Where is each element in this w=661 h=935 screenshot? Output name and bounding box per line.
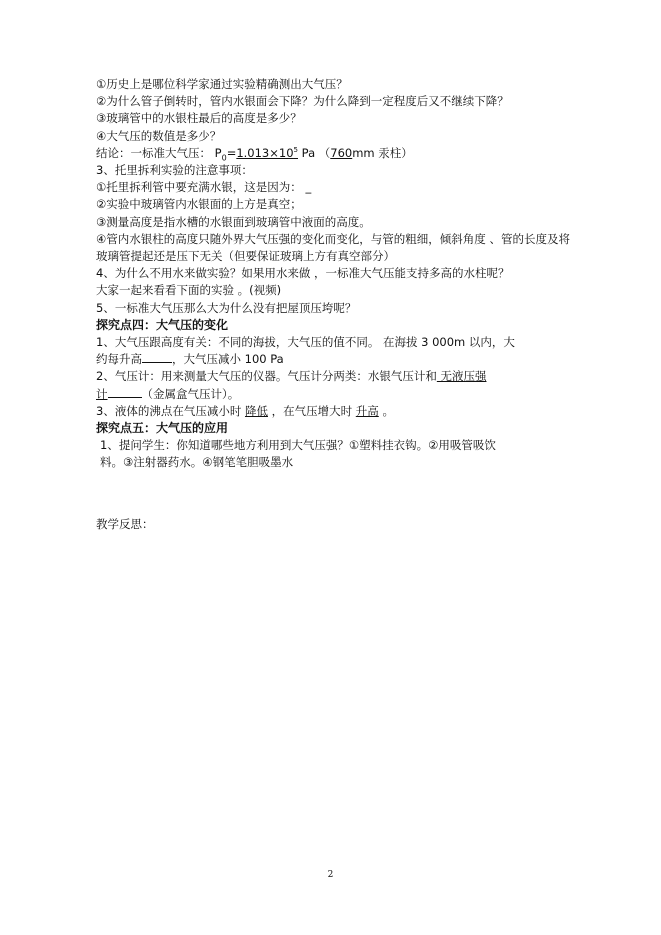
fill-blank (108, 386, 142, 398)
section-3-title: 3、托里拆利实验的注意事项： (96, 163, 253, 178)
para-1-line-a: 1、大气压跟高度有关：不同的海拔，大气压的值不同。 在海拔 3 000m 以内，大 (96, 335, 515, 350)
application-line-b: 料。③注射器药水。④钢笔笔胆吸墨水 (100, 455, 294, 470)
para-2-line-b: 计 （金属盒气压计）。 (96, 386, 240, 401)
note-4: ④管内水银柱的高度只随外界大气压强的变化而变化，与管的粗细，倾斜角度 、管的长度及将玻璃管提起还是压下无关（但要保证玻璃上方有真空部分） (96, 231, 570, 264)
conclusion-line: 结论：一标准大气压： $P_0=1.013\times 10^5$ Pa （760mm 汞柱） (96, 145, 413, 163)
para-3: 3、液体的沸点在气压减小时 降低 ，在气压增大时 升高 。 (96, 403, 394, 418)
mm-value: 760 (330, 145, 353, 160)
note-2: ②实验中玻璃管内水银面的上方是真空； (96, 197, 302, 212)
question-3: ③玻璃管中的水银柱最后的高度是多少？ (96, 111, 302, 126)
fill-blank (142, 351, 172, 363)
document-body (96, 76, 576, 533)
note-1: ①托里拆利管中要充满水银，这是因为： _ (96, 180, 312, 195)
pressure-value: $1.013\times 10^5$ (236, 145, 298, 160)
section-4-question: 4、为什么不用水来做实验？如果用水来做 ，一标准大气压能支持多高的水柱呢？ (96, 266, 510, 281)
section-5-question: 5、一标准大气压那么大为什么没有把屋顶压垮呢？ (96, 300, 357, 315)
question-4: ④大气压的数值是多少？ (96, 128, 222, 143)
teaching-reflection-label: 教学反思： (96, 516, 154, 531)
section-4-video: 大家一起来看看下面的实验 。(视频) (96, 283, 282, 298)
heading-explore-5: 探究点五：大气压的应用 (96, 421, 229, 436)
question-1: ①历史上是哪位科学家通过实验精确测出大气压？ (96, 77, 348, 91)
heading-explore-4: 探究点四：大气压的变化 (96, 317, 229, 332)
page-number: 2 (327, 870, 334, 880)
note-3: ③测量高度是指水槽的水银面到玻璃管中液面的高度。 (96, 214, 371, 229)
question-2: ②为什么管子倒转时，管内水银面会下降？为什么降到一定程度后又不继续下降？ (96, 94, 509, 109)
para-2-line-a: 2、气压计：用来测量大气压的仪器。气压计分两类：水银气压计和 无液压强 (96, 369, 487, 384)
application-line-a: 1、提问学生：你知道哪些地方利用到大气压强？①塑料挂衣钩。②用吸管吸饮 (100, 438, 496, 453)
para-1-line-b: 约每升高 ，大气压减小 100 Pa (96, 352, 284, 367)
